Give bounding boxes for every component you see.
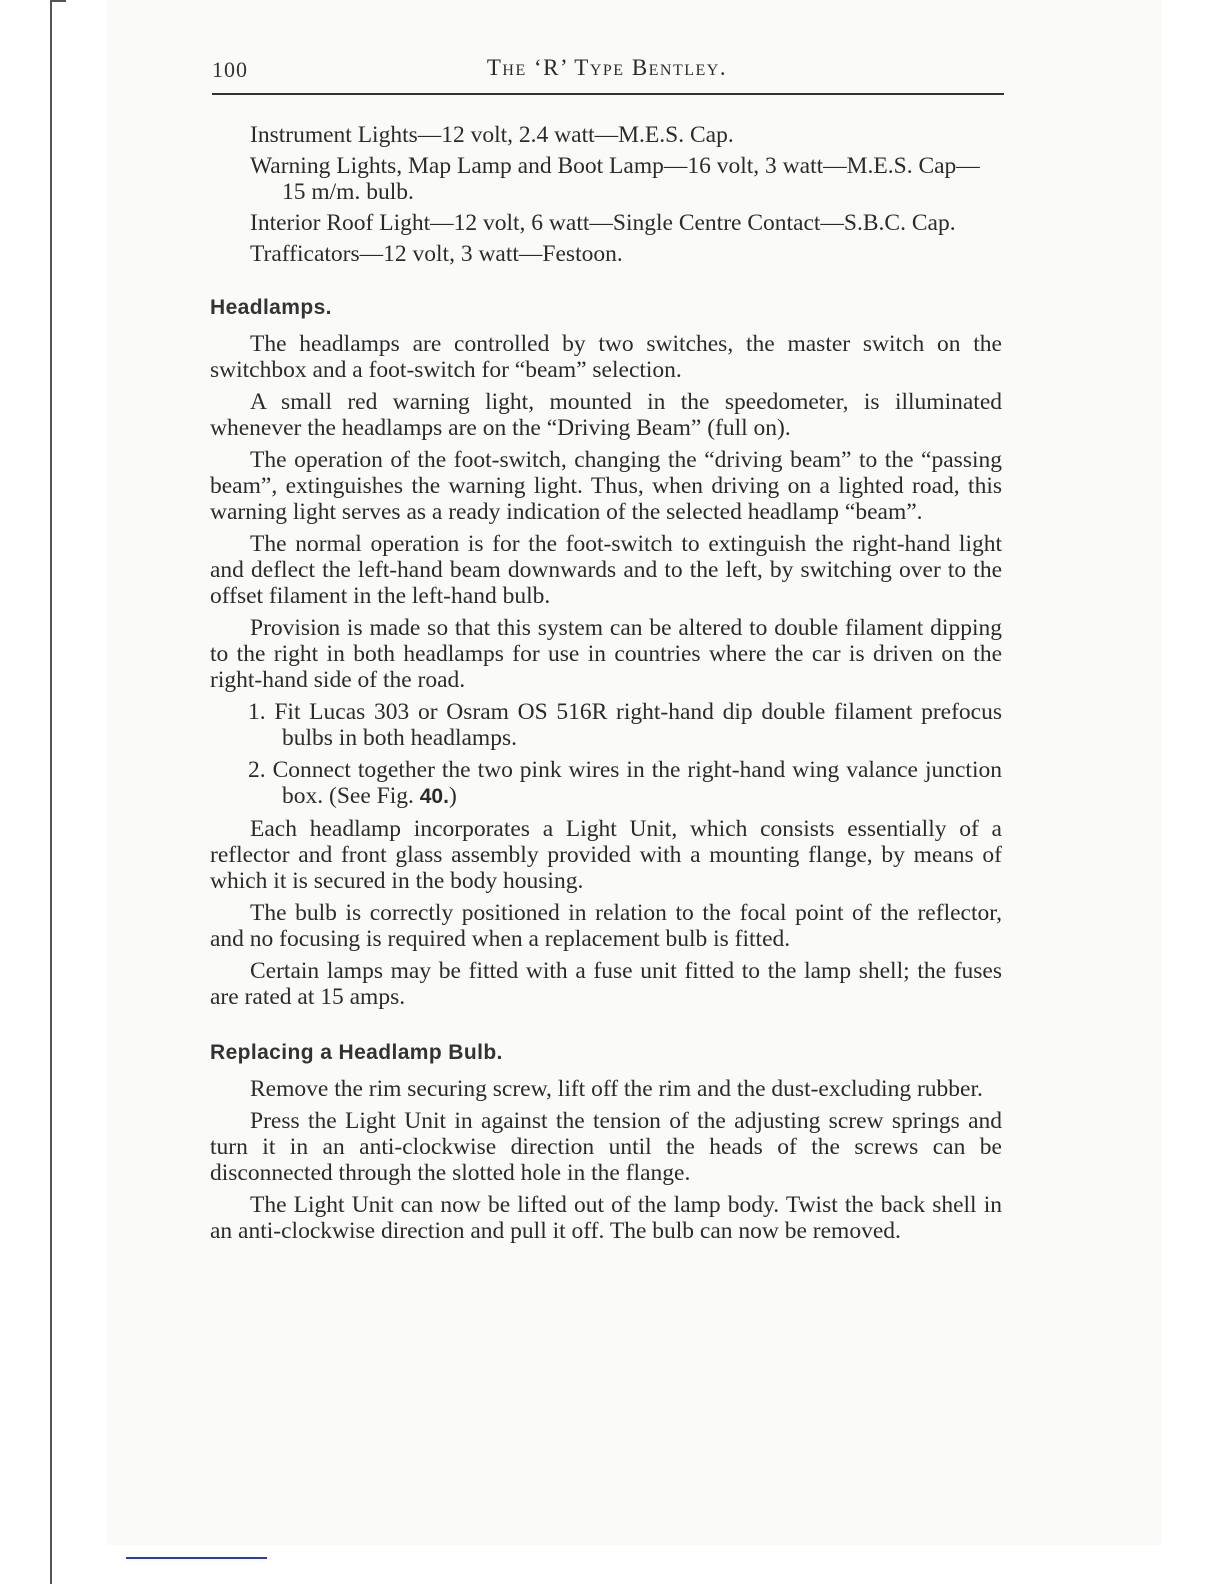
paragraph: The normal operation is for the foot-switch to extinguish the right-hand light and deflect the left-hand beam downwards and to the left, by switching over to the offset filament in the left-hand bulb.	[210, 531, 1002, 609]
figure-reference-close: )	[448, 783, 457, 809]
spec-line: Instrument Lights—12 volt, 2.4 watt—M.E.S. Cap.	[250, 122, 734, 148]
paragraph: Provision is made so that this system can be altered to double filament dipping to the right in both headlamps for use in countries where the car is driven on the right-hand side of the road.	[210, 615, 1002, 693]
page-body	[210, 122, 1002, 1250]
running-title: The ‘R’ Type Bentley.	[486, 55, 728, 80]
header-rule	[212, 93, 1004, 95]
scan-corner	[50, 0, 66, 12]
page-header	[212, 55, 1002, 91]
spec-line: Trafficators—12 volt, 3 watt—Festoon.	[250, 241, 623, 267]
list-item	[210, 757, 1002, 810]
paragraph: The headlamps are controlled by two switches, the master switch on the switchbox and a foot-switch for “beam” selection.	[210, 331, 1002, 383]
paragraph: Certain lamps may be fitted with a fuse unit fitted to the lamp shell; the fuses are rated at 15 amps.	[210, 958, 1002, 1010]
page-number: 100	[212, 57, 248, 82]
paragraph: The bulb is correctly positioned in relation to the focal point of the reflector, and no focusing is required when a replacement bulb is fitted.	[210, 900, 1002, 952]
figure-reference: 40.	[419, 785, 449, 808]
paragraph: Remove the rim securing screw, lift off the rim and the dust-excluding rubber.	[250, 1076, 983, 1102]
paragraph: The Light Unit can now be lifted out of the lamp body. Twist the back shell in an anti-clockwise direction and pull it off. The bulb can now be removed.	[210, 1192, 1002, 1244]
list-item-text: 2. Connect together the two pink wires in the right-hand wing valance junction box. (See Fig.	[248, 757, 1002, 809]
paragraph: A small red warning light, mounted in the speedometer, is illuminated whenever the headlamps are on the “Driving Beam” (full on).	[210, 389, 1002, 441]
section-heading-headlamps: Headlamps.	[210, 296, 332, 319]
list-item: 1. Fit Lucas 303 or Osram OS 516R right-hand dip double filament prefocus bulbs in both headlamps.	[248, 699, 1002, 751]
section-heading-replacing-bulb: Replacing a Headlamp Bulb.	[210, 1041, 503, 1064]
scan-left-edge	[50, 0, 52, 1584]
spec-line: Warning Lights, Map Lamp and Boot Lamp—16 volt, 3 watt—M.E.S. Cap—15 m/m. bulb.	[250, 153, 980, 205]
paragraph: Each headlamp incorporates a Light Unit, which consists essentially of a reflector and front glass assembly provided with a mounting flange, by means of which it is secured in the body housing.	[210, 816, 1002, 894]
paragraph: The operation of the foot-switch, changing the “driving beam” to the “passing beam”, extinguishes the warning light. Thus, when driving on a lighted road, this warning light serves as a ready indication of the selected headlamp “beam”.	[210, 447, 1002, 525]
paragraph: Press the Light Unit in against the tension of the adjusting screw springs and turn it in an anti-clockwise direction until the heads of the screws can be disconnected through the slotted hole in the flange.	[210, 1108, 1002, 1186]
footer-rule	[126, 1557, 267, 1559]
spec-line: Interior Roof Light—12 volt, 6 watt—Single Centre Contact—S.B.C. Cap.	[250, 210, 956, 236]
